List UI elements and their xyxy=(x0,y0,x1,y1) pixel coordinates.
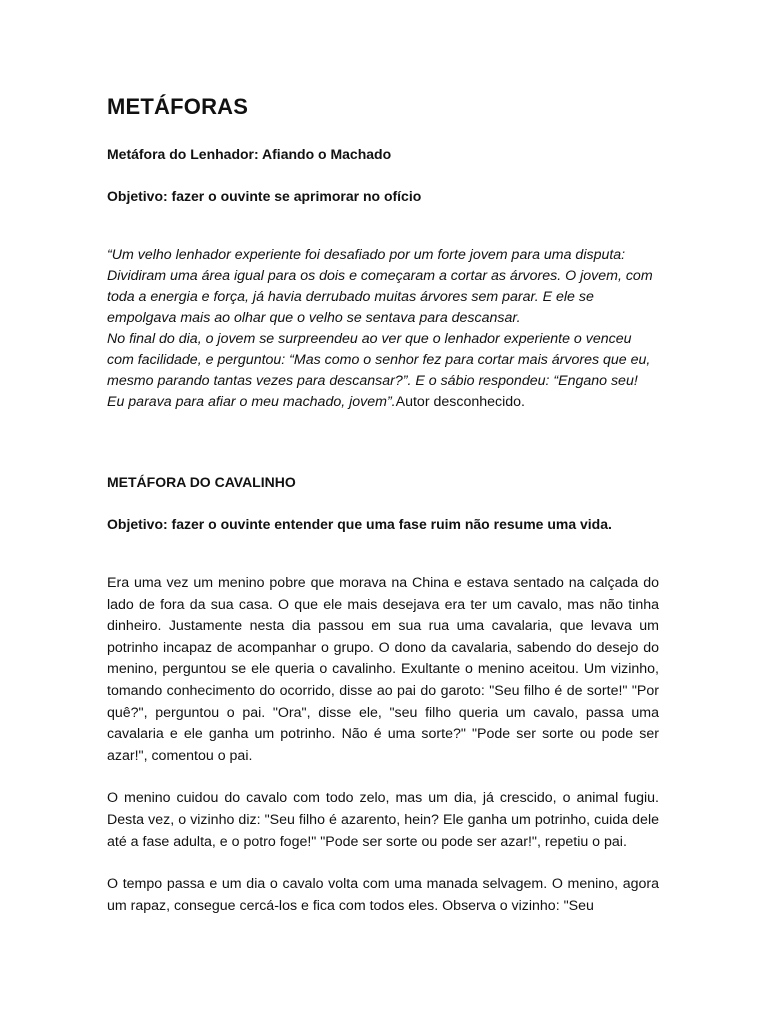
document-title: METÁFORAS xyxy=(107,94,249,119)
section2-heading: METÁFORA DO CAVALINHO xyxy=(107,474,296,490)
quote-author: Autor desconhecido. xyxy=(395,394,525,410)
quote-paragraph-2 xyxy=(107,329,659,413)
section2-objective: Objetivo: fazer o ouvinte entender que uma fase ruim não resume uma vida. xyxy=(107,516,612,532)
quote-paragraph-1 xyxy=(107,245,659,329)
section1-objective: Objetivo: fazer o ouvinte se aprimorar no ofício xyxy=(107,188,422,204)
story-paragraph-1: Era uma vez um menino pobre que morava na China e estava sentado na calçada do lado de fora da sua casa. O que ele mais desejava era ter um cavalo, mas não tinha dinheiro. Justamente nesta dia passou em sua rua uma cavalaria, que levava um potrinho incapaz de acompanhar o grupo. O dono da cavalaria, sabendo do desejo do menino, perguntou se ele queria o cavalinho. Exultante o menino aceitou. Um vizinho, tomando conhecimento do ocorrido, disse ao pai do garoto: "Seu filho é de sorte!" "Por quê?", perguntou o pai. "Ora", disse ele, "seu filho queria um cavalo, passa uma cavalaria e ele ganha um potrinho. Não é uma sorte?" "Pode ser sorte ou pode ser azar!", comentou o pai. xyxy=(107,575,659,764)
section1-quote xyxy=(107,245,659,413)
quote-text-1: “Um velho lenhador experiente foi desafiado por um forte jovem para uma disputa: Dividiram uma área igual para os dois e começaram a cortar as árvores. O jovem, com toda a energia e força, já havia derrubado muitas árvores sem parar. E ele se empolgava mais ao olhar que o velho se sentava para descansar. xyxy=(107,247,653,326)
document-body xyxy=(107,92,659,917)
section1-heading: Metáfora do Lenhador: Afiando o Machado xyxy=(107,146,392,162)
quote-text-2: No final do dia, o jovem se surpreendeu ao ver que o lenhador experiente o venceu com facilidade, e perguntou: “Mas como o senhor fez para cortar mais árvores que eu, mesmo parando tantas vezes para descansar?”. E o sábio respondeu: “Engano seu! Eu parava para afiar o meu machado, jovem”. xyxy=(107,331,651,410)
story-paragraph-2: O menino cuidou do cavalo com todo zelo, mas um dia, já crescido, o animal fugiu. Desta vez, o vizinho diz: "Seu filho é azarento, hein? Ele ganha um potrinho, cuida dele até a fase adulta, e o potro foge!" "Pode ser sorte ou pode ser azar!", repetiu o pai. xyxy=(107,790,659,850)
story-paragraph-3: O tempo passa e um dia o cavalo volta com uma manada selvagem. O menino, agora um rapaz, consegue cercá-los e fica com todos eles. Observa o vizinho: "Seu xyxy=(107,876,659,914)
